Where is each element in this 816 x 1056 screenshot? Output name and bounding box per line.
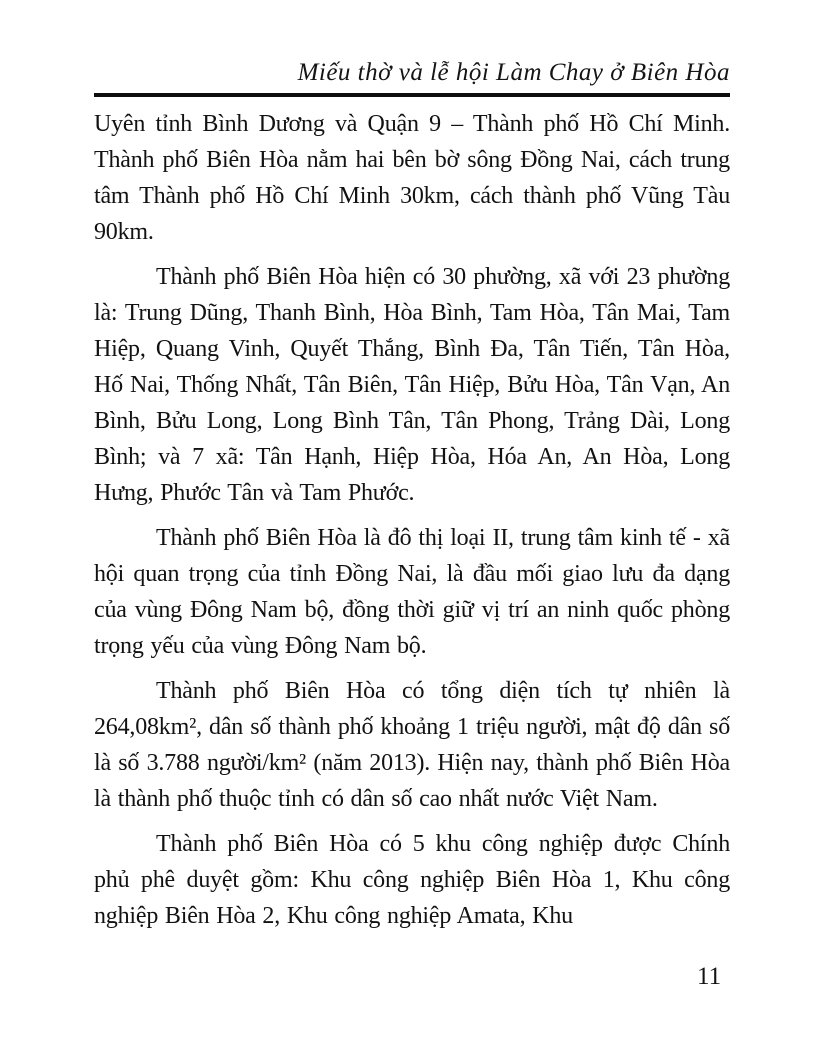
page-body: [94, 106, 730, 934]
paragraph-3: Thành phố Biên Hòa là đô thị loại II, trung tâm kinh tế - xã hội quan trọng của tỉnh Đồng Nai, là đầu mối giao lưu đa dạng của vùng Đông Nam bộ, đồng thời giữ vị trí an ninh quốc phòng trọng yếu của vùng Đông Nam bộ.: [94, 525, 730, 659]
paragraph-4: Thành phố Biên Hòa có tổng diện tích tự nhiên là 264,08km², dân số thành phố khoảng 1 triệu người, mật độ dân số là số 3.788 người/km² (năm 2013). Hiện nay, thành phố Biên Hòa là thành phố thuộc tỉnh có dân số cao nhất nước Việt Nam.: [94, 678, 730, 812]
paragraph-1: Uyên tỉnh Bình Dương và Quận 9 – Thành phố Hồ Chí Minh. Thành phố Biên Hòa nằm hai bên bờ sông Đồng Nai, cách trung tâm Thành phố Hồ Chí Minh 30km, cách thành phố Vũng Tàu 90km.: [94, 111, 730, 245]
running-header-title: Miếu thờ và lễ hội Làm Chay ở Biên Hòa: [297, 59, 730, 86]
text-block: [94, 58, 730, 943]
paragraph-5: Thành phố Biên Hòa có 5 khu công nghiệp được Chính phủ phê duyệt gồm: Khu công nghiệp Biên Hòa 1, Khu công nghiệp Biên Hòa 2, Khu công nghiệp Amata, Khu: [94, 831, 730, 929]
header-rule: [94, 93, 730, 97]
paragraph-2: Thành phố Biên Hòa hiện có 30 phường, xã với 23 phường là: Trung Dũng, Thanh Bình, Hòa Bình, Tam Hòa, Tân Mai, Tam Hiệp, Quang Vinh, Quyết Thắng, Bình Đa, Tân Tiến, Tân Hòa, Hố Nai, Thống Nhất, Tân Biên, Tân Hiệp, Bửu Hòa, Tân Vạn, An Bình, Bửu Long, Long Bình Tân, Tân Phong, Trảng Dài, Long Bình; và 7 xã: Tân Hạnh, Hiệp Hòa, Hóa An, An Hòa, Long Hưng, Phước Tân và Tam Phước.: [94, 264, 730, 506]
page-number: 11: [697, 963, 722, 990]
